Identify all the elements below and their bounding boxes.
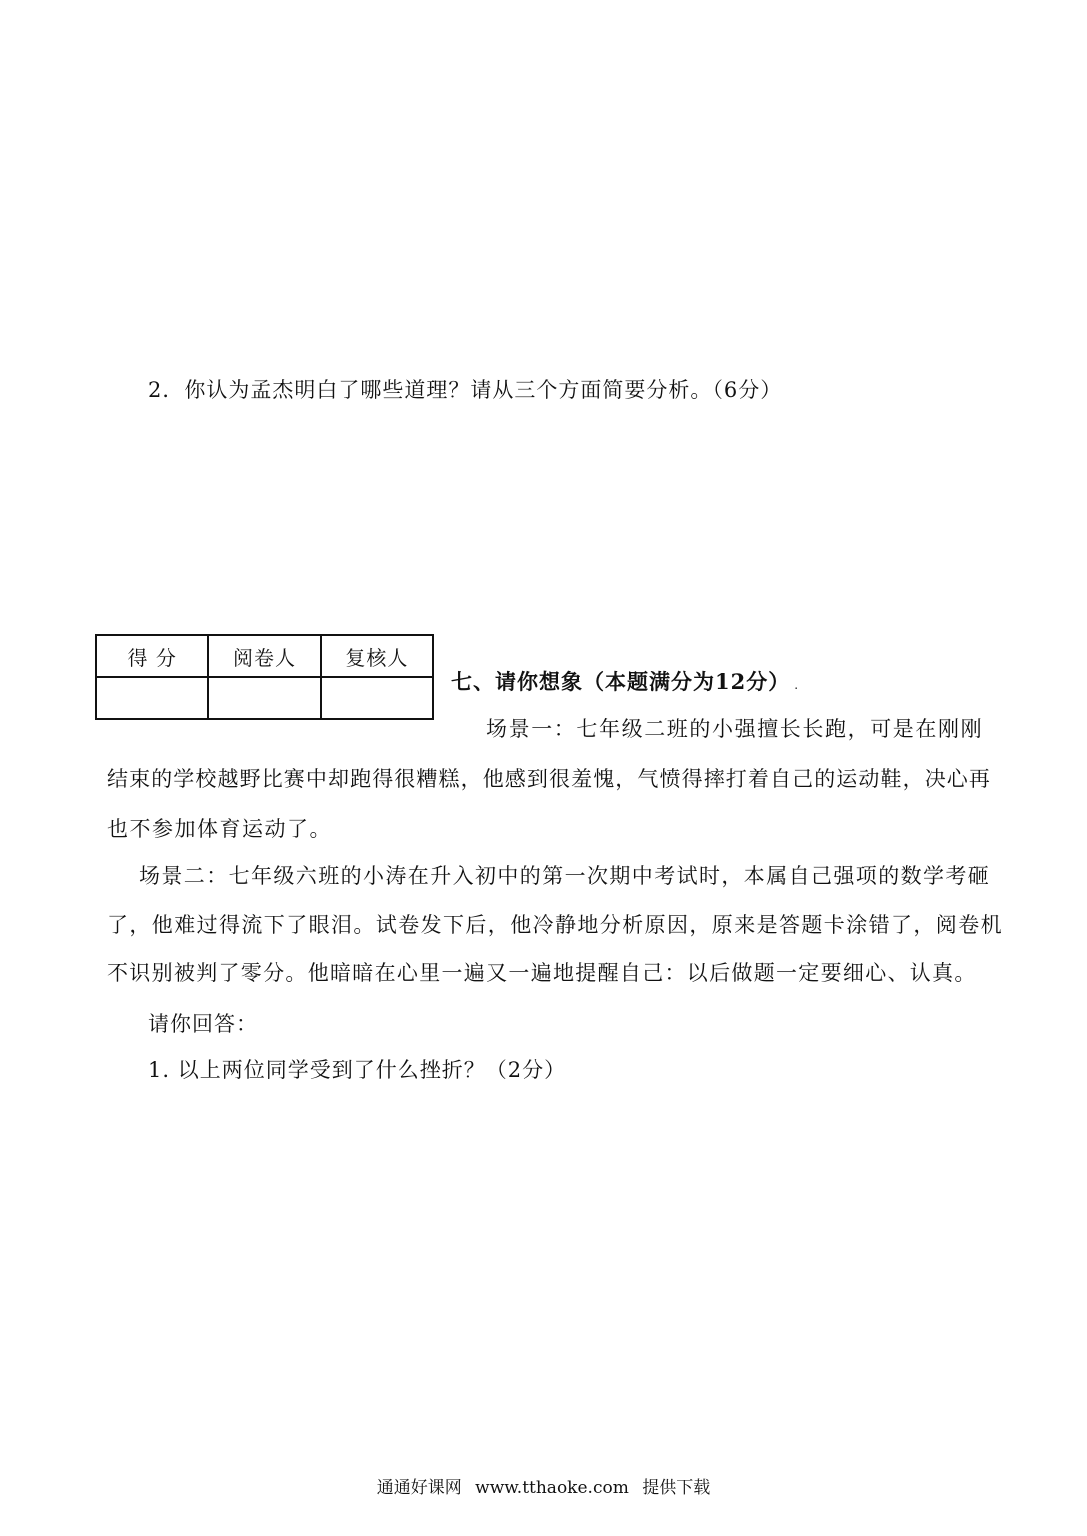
grader-cell[interactable] bbox=[208, 677, 320, 719]
section-title-mark: . bbox=[794, 678, 800, 692]
score-table-header-row bbox=[96, 635, 433, 677]
scene-two-line-3: 不识别被判了零分。他暗暗在心里一遍又一遍地提醒自己：以后做题一定要细心、认真。 bbox=[107, 961, 977, 985]
reviewer-header: 复核人 bbox=[321, 635, 433, 677]
score-header: 得 分 bbox=[96, 635, 208, 677]
footer-note: 提供下载 bbox=[642, 1478, 711, 1498]
scene-one-line-1: 场景一：七年级二班的小强擅长长跑，可是在刚刚 bbox=[486, 717, 984, 741]
score-table bbox=[95, 634, 434, 720]
score-cell[interactable] bbox=[96, 677, 208, 719]
section-title-text: 七、请你想象（本题满分为12分） bbox=[451, 669, 791, 694]
answer-prompt: 请你回答： bbox=[148, 1012, 258, 1036]
question-1: 1. 以上两位同学受到了什么挫折？（2分） bbox=[148, 1058, 567, 1082]
scene-one-line-2: 结束的学校越野比赛中却跑得很糟糕，他感到很羞愧，气愤得摔打着自己的运动鞋，决心再 bbox=[107, 767, 991, 791]
scene-two-line-2: 了，他难过得流下了眼泪。试卷发下后，他冷静地分析原因，原来是答题卡涂错了，阅卷机 bbox=[107, 913, 1003, 937]
scene-one-line-3: 也不参加体育运动了。 bbox=[107, 817, 332, 841]
question-2: 2．你认为孟杰明白了哪些道理？请从三个方面简要分析。（6分） bbox=[148, 378, 783, 402]
section-title bbox=[451, 668, 799, 699]
scene-two-line-1: 场景二：七年级六班的小涛在升入初中的第一次期中考试时，本属自己强项的数学考砸 bbox=[139, 864, 991, 888]
grader-header: 阅卷人 bbox=[208, 635, 320, 677]
page-footer bbox=[0, 1476, 1087, 1500]
footer-site-name: 通通好课网 bbox=[376, 1478, 462, 1498]
footer-url[interactable]: www.tthaoke.com bbox=[475, 1478, 629, 1498]
reviewer-cell[interactable] bbox=[321, 677, 433, 719]
score-table-input-row bbox=[96, 677, 433, 719]
